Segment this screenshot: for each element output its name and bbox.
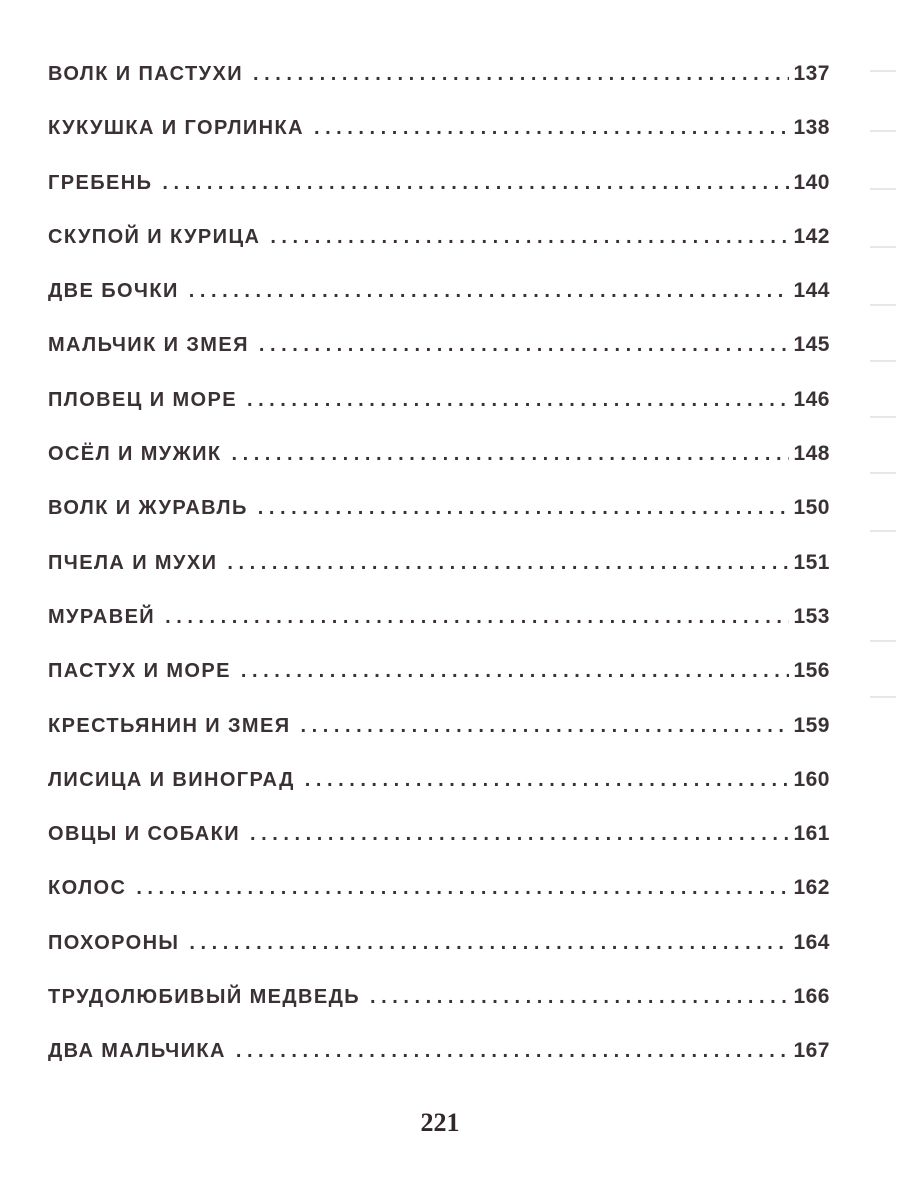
toc-entry-title: ПАСТУХ И МОРЕ <box>48 660 231 683</box>
toc-entry-title: МУРАВЕЙ <box>48 605 156 628</box>
toc-entry-page-number: 156 <box>793 659 830 683</box>
dot-leader <box>241 660 790 683</box>
toc-entry-title: ПЛОВЕЦ И МОРЕ <box>48 388 237 411</box>
dot-leader <box>370 986 789 1009</box>
dot-leader <box>236 1040 790 1063</box>
toc-entry-title: КРЕСТЬЯНИН И ЗМЕЯ <box>48 714 291 737</box>
toc-entry <box>48 171 830 225</box>
toc-entry-page-number: 151 <box>793 550 830 574</box>
toc-entry-title: ПОХОРОНЫ <box>48 931 180 954</box>
toc-entry-title: ЛИСИЦА И ВИНОГРАД <box>48 768 295 791</box>
toc-entry-page-number: 142 <box>793 224 830 248</box>
toc-entry-title: ПЧЕЛА И МУХИ <box>48 551 218 574</box>
toc-entry-title: ТРУДОЛЮБИВЫЙ МЕДВЕДЬ <box>48 986 361 1009</box>
toc-entry-page-number: 160 <box>793 767 830 791</box>
toc-entry-title: ДВЕ БОЧКИ <box>48 280 179 303</box>
dot-leader <box>227 552 789 575</box>
toc-entry-title: ОСЁЛ И МУЖИК <box>48 443 222 466</box>
toc-entry <box>48 876 830 930</box>
toc-entry-title: МАЛЬЧИК И ЗМЕЯ <box>48 334 249 357</box>
toc-entry-title: ВОЛК И ЖУРАВЛЬ <box>48 497 248 520</box>
toc-entry-page-number: 137 <box>793 62 830 85</box>
toc-entry-title: ГРЕБЕНЬ <box>48 171 153 194</box>
toc-entry-page-number: 144 <box>793 279 830 303</box>
dot-leader <box>165 606 789 629</box>
toc-entry-page-number: 138 <box>793 116 830 140</box>
toc-entry <box>48 714 830 768</box>
toc-entry-page-number: 166 <box>793 985 830 1009</box>
dot-leader <box>305 769 790 792</box>
toc-entry-page-number: 162 <box>793 876 830 900</box>
toc-entry <box>48 279 830 333</box>
toc-entry <box>48 985 830 1039</box>
toc-entry-page-number: 153 <box>793 604 830 628</box>
dot-leader <box>189 280 790 303</box>
dot-leader <box>162 172 789 195</box>
toc-entry-title: ВОЛК И ПАСТУХИ <box>48 63 243 85</box>
toc-entry <box>48 225 830 279</box>
toc-entry <box>48 931 830 985</box>
page-number: 221 <box>420 1108 460 1137</box>
dot-leader <box>301 715 790 738</box>
dot-leader <box>231 443 789 466</box>
toc-entry <box>48 605 830 659</box>
dot-leader <box>253 63 789 86</box>
facing-page-bleed-through <box>860 60 900 760</box>
toc-entry <box>48 822 830 876</box>
toc-entry-page-number: 161 <box>793 822 830 846</box>
toc-entry-title: ДВА МАЛЬЧИКА <box>48 1040 226 1063</box>
toc-entry-page-number: 148 <box>793 442 830 466</box>
toc-entry <box>48 442 830 496</box>
toc-entry-page-number: 145 <box>793 333 830 357</box>
toc-entry-page-number: 159 <box>793 713 830 737</box>
toc-entry <box>48 333 830 387</box>
toc-entry <box>48 768 830 822</box>
dot-leader <box>189 932 789 955</box>
dot-leader <box>270 226 789 249</box>
toc-entry-title: СКУПОЙ И КУРИЦА <box>48 225 261 248</box>
toc-entry-page-number: 140 <box>793 170 830 194</box>
toc-entry <box>48 551 830 605</box>
toc-entry-title: КУКУШКА И ГОРЛИНКА <box>48 117 304 140</box>
toc-entry <box>48 388 830 442</box>
dot-leader <box>258 497 790 520</box>
dot-leader <box>250 823 789 846</box>
table-of-contents <box>48 62 830 1094</box>
toc-entry <box>48 659 830 713</box>
toc-entry-title: КОЛОС <box>48 877 127 900</box>
dot-leader <box>247 389 790 412</box>
dot-leader <box>314 117 790 140</box>
toc-entry-page-number: 164 <box>793 930 830 954</box>
toc-entry-page-number: 150 <box>793 496 830 520</box>
toc-entry <box>48 1039 830 1093</box>
toc-entry-page-number: 146 <box>793 387 830 411</box>
toc-entry <box>48 496 830 550</box>
toc-entry-title: ОВЦЫ И СОБАКИ <box>48 823 241 846</box>
toc-entry <box>48 62 830 116</box>
toc-entry <box>48 116 830 170</box>
dot-leader <box>259 334 790 357</box>
dot-leader <box>136 877 789 900</box>
toc-entry-page-number: 167 <box>793 1039 830 1063</box>
